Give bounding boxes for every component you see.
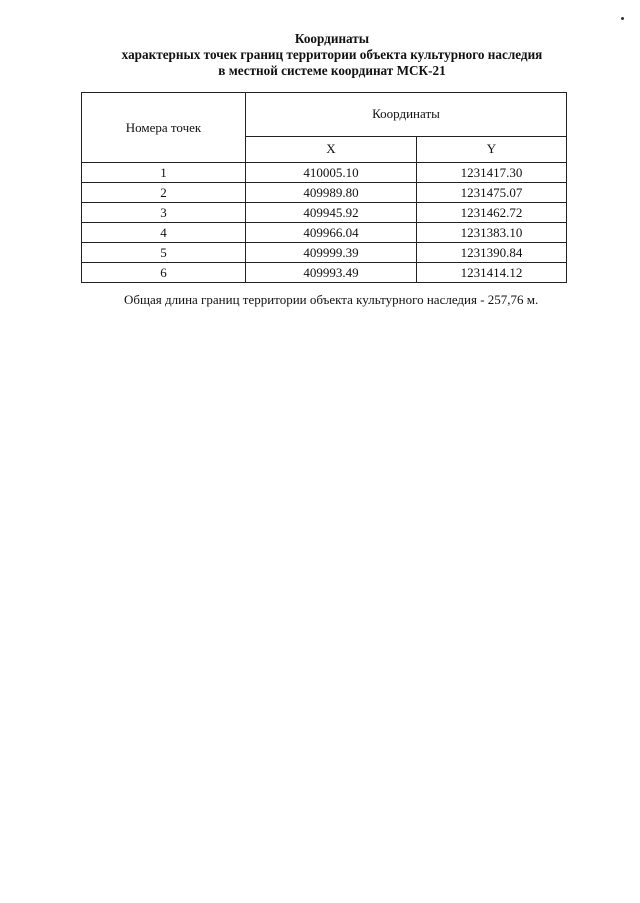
table-row bbox=[82, 263, 567, 283]
title-line-1: Координаты bbox=[294, 31, 370, 46]
header-y: Y bbox=[417, 136, 567, 162]
y-value: 1231383.10 bbox=[417, 223, 567, 243]
table-header-row bbox=[82, 93, 567, 137]
x-value: 409999.39 bbox=[246, 243, 417, 263]
x-value: 409945.92 bbox=[246, 203, 417, 223]
title-line-3: в местной системе координат МСК-21 bbox=[218, 63, 446, 78]
header-coordinates: Координаты bbox=[246, 93, 567, 137]
y-value: 1231390.84 bbox=[417, 243, 567, 263]
point-number: 6 bbox=[82, 263, 246, 283]
point-number: 3 bbox=[82, 203, 246, 223]
point-number: 5 bbox=[82, 243, 246, 263]
title-line-2: характерных точек границ территории объекта культурного наследия bbox=[121, 47, 543, 62]
table-row bbox=[82, 163, 567, 183]
x-value: 409989.80 bbox=[246, 183, 417, 203]
coordinates-table bbox=[81, 92, 567, 283]
point-number: 1 bbox=[82, 163, 246, 183]
total-boundary-length: Общая длина границ территории объекта культурного наследия - 257,76 м. bbox=[124, 292, 539, 307]
x-value: 409993.49 bbox=[246, 263, 417, 283]
y-value: 1231462.72 bbox=[417, 203, 567, 223]
y-value: 1231417.30 bbox=[417, 163, 567, 183]
y-value: 1231475.07 bbox=[417, 183, 567, 203]
table-row bbox=[82, 243, 567, 263]
scan-speck bbox=[621, 17, 624, 20]
table-row bbox=[82, 203, 567, 223]
x-value: 410005.10 bbox=[246, 163, 417, 183]
table-row bbox=[82, 183, 567, 203]
point-number: 4 bbox=[82, 223, 246, 243]
x-value: 409966.04 bbox=[246, 223, 417, 243]
header-x: X bbox=[246, 136, 417, 162]
point-number: 2 bbox=[82, 183, 246, 203]
y-value: 1231414.12 bbox=[417, 263, 567, 283]
document-title bbox=[0, 31, 640, 79]
header-point-numbers: Номера точек bbox=[82, 93, 246, 163]
table-row bbox=[82, 223, 567, 243]
